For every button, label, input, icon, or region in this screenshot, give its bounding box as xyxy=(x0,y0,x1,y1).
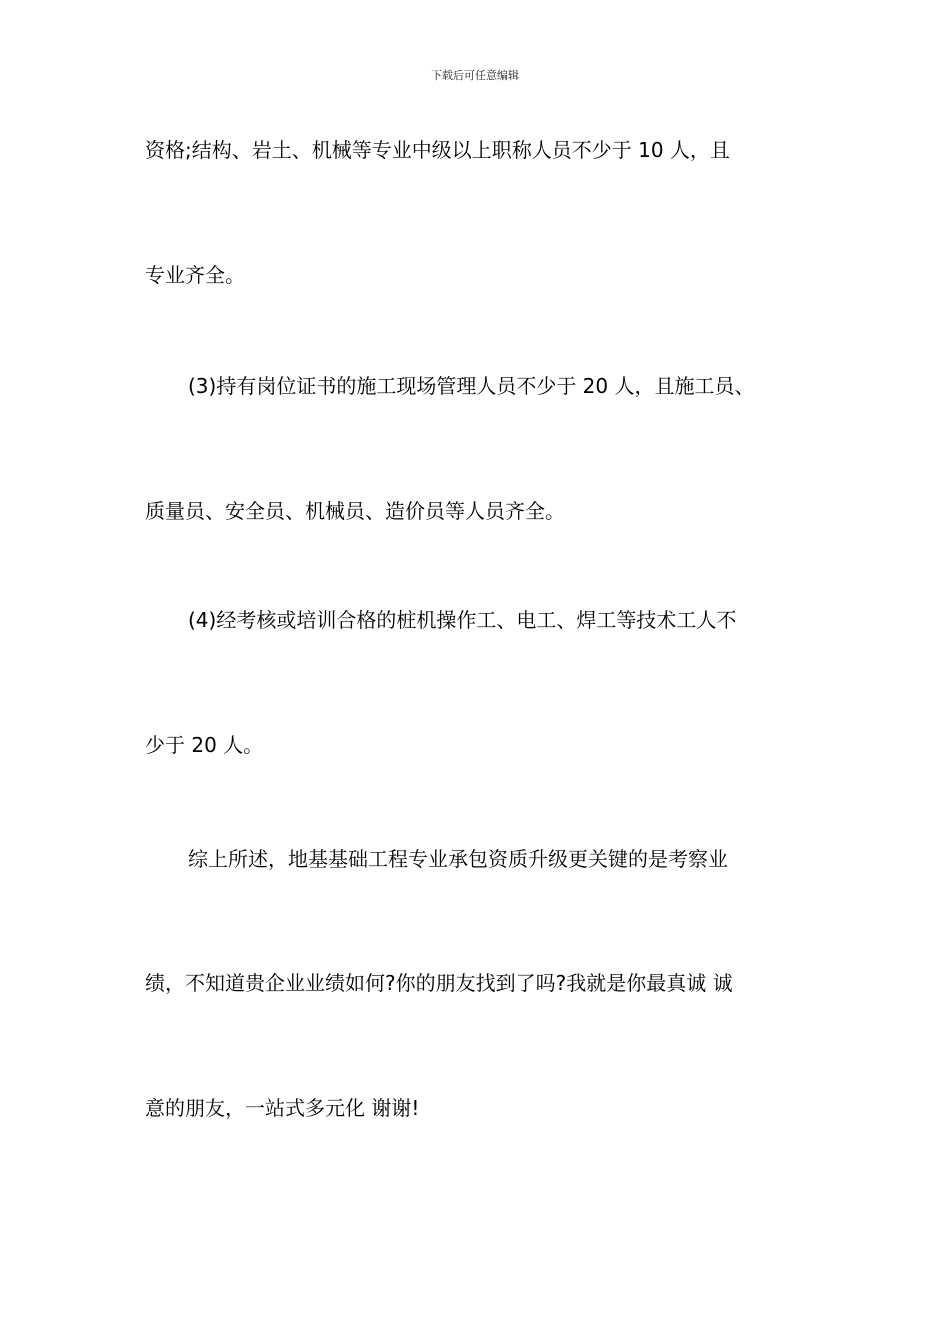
body-line-8: 绩，不知道贵企业业绩如何?你的朋友找到了吗?我就是你最真诚 诚 xyxy=(145,971,733,995)
body-line-3: (3)持有岗位证书的施工现场管理人员不少于 20 人，且施工员、 xyxy=(188,374,755,398)
body-line-1: 资格;结构、岩土、机械等专业中级以上职称人员不少于 10 人，且 xyxy=(145,138,730,162)
body-line-6: 少于 20 人。 xyxy=(145,733,264,757)
body-line-2: 专业齐全。 xyxy=(145,263,245,287)
body-line-9: 意的朋友，一站式多元化 谢谢! xyxy=(145,1096,420,1120)
body-line-4: 质量员、安全员、机械员、造价员等人员齐全。 xyxy=(145,499,565,523)
page-header: 下载后可任意编辑 xyxy=(431,69,519,82)
body-line-7: 综上所述，地基基础工程专业承包资质升级更关键的是考察业 xyxy=(188,847,728,871)
body-line-5: (4)经考核或培训合格的桩机操作工、电工、焊工等技术工人不 xyxy=(188,608,737,632)
